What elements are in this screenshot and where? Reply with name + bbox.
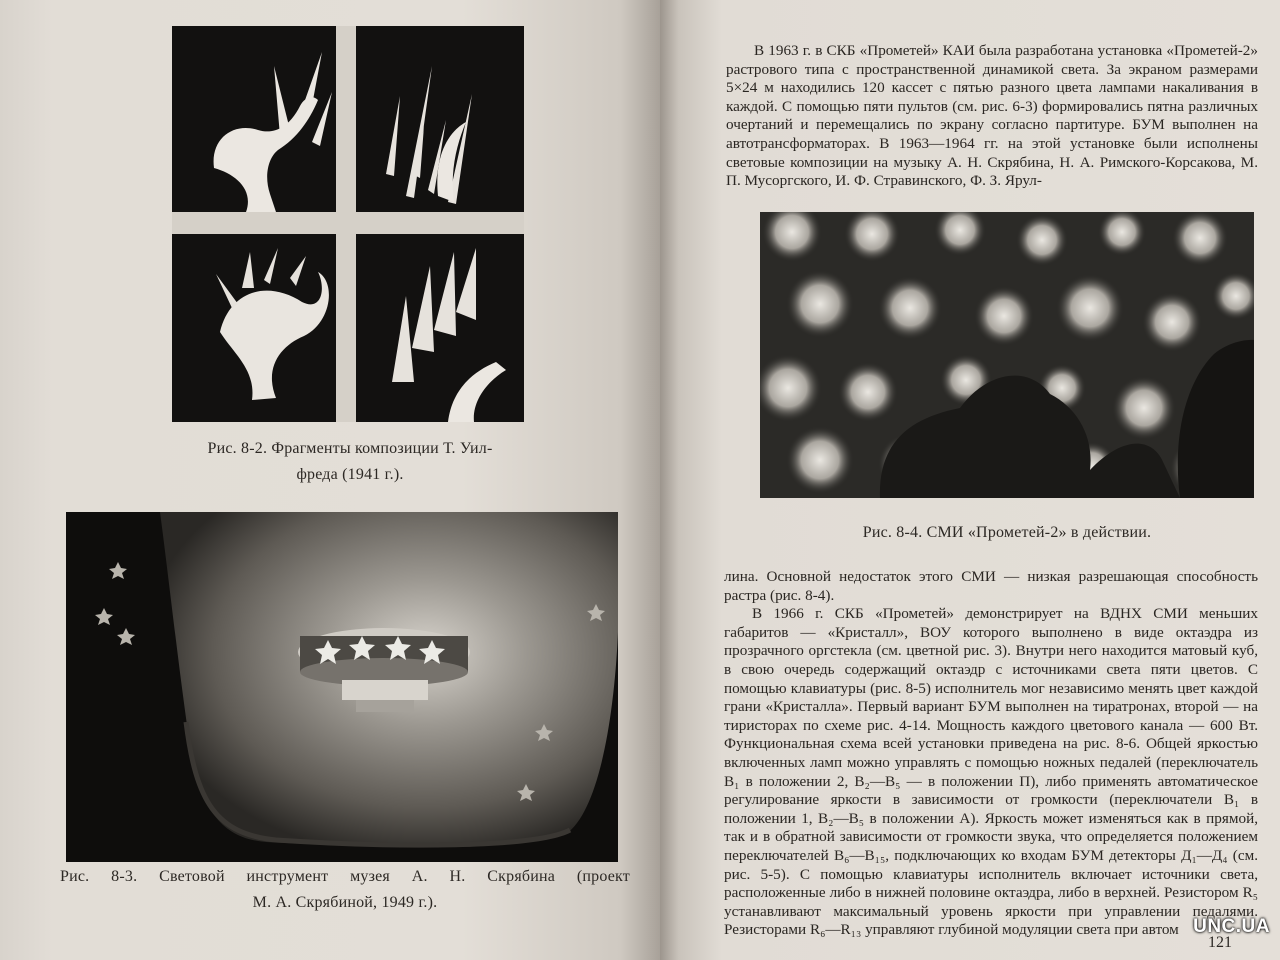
figure-8-3-caption-line2: М. А. Скрябиной, 1949 г.). [252, 894, 438, 911]
prometheus-2-in-action-photo [760, 212, 1254, 498]
figure-8-3-caption [60, 864, 630, 916]
figure-8-4-caption: Рис. 8-4. СМИ «Прометей-2» в действии. [862, 524, 1152, 541]
paragraph-resolution: лина. Основной недостаток этого СМИ — низкая разрешающая способность растра (рис. 8-4). [724, 568, 1258, 604]
top-text-block [726, 42, 1258, 191]
figure-8-2-caption-line2: фреда (1941 г.). [296, 466, 404, 483]
figure-8-2-image [172, 26, 524, 422]
figure-8-2-caption [150, 436, 550, 488]
scriabin-museum-instrument-photo [66, 512, 618, 862]
right-page [660, 0, 1280, 960]
figure-8-3-caption-line1: Рис. 8-3. Световой инструмент музея А. Н. Скрябина (проект [60, 868, 630, 885]
bottom-text-block [724, 568, 1258, 942]
figure-8-4-image [760, 212, 1254, 498]
paragraph-kristall: В 1966 г. СКБ «Прометей» демонстрирует на ВДНХ СМИ меньших габаритов — «Кристалл», ВОУ которого выполнено в виде октаэдра из прозрачного оргстекла (см. цветной рис. 3). Внутри него находится матовый куб, в свою очередь содержащий октаэдр с источниками света пяти цветов. С помощью клавиатуры (рис. 8-5) исполнитель мог независимо менять цвет каждой грани «Кристалла». Первый вариант БУМ выполнен на тиратронах, второй — на тиристорах по схеме рис. 4-14. Мощность каждого цветового канала — 600 Вт. Функциональная схема всей установки приведена на рис. 8-6. Общей яркостью включенных ламп можно управлять с помощью ножных педалей (переключатель В₁ в положении 2, В₂—В₅ — в положении П), либо применять автоматическое регулирование яркости в зависимости от громкости (переключатели В₁ в положении 1, В₂—В₅ в положении А). Яркость может изменяться как в прямой, так и в обратной зависимости от громкости звука, что определяется положением переключателей В₆—В₁₅, подключающих ко входам БУМ детекторы Д₁—Д₄ (см. рис. 5-5). С помощью клавиатуры исполнитель включает источники света, расположенные либо в нижней половине октаэдра, либо в верхней. Резистором R₅ устанавливают максимальный уровень яркости при управлении педалями. Резисторами R₆—R₁₃ управляют глубиной модуляции света при автом [724, 605, 1258, 939]
watermark: UNC.UA [1193, 916, 1270, 937]
wilfred-composition-photo [172, 26, 524, 422]
paragraph-prometheus-2: В 1963 г. в СКБ «Прометей» КАИ была разработана установка «Прометей-2» растрового типа с пространственной динамикой света. За экраном размерами 5×24 м находились 120 кассет с пятью разного цвета лампами накаливания в каждой. С помощью пяти пультов (см. рис. 6-3) формировались пятна различных очертаний и перемещались по экрану согласно партитуре. БУМ выполнен на автотрансформаторах. В 1963—1964 гг. на этой установке были исполнены световые композиции на музыку А. Н. Скрябина, Н. А. Римского-Корсакова, М. П. Мусоргского, И. Ф. Стравинского, Ф. З. Ярул- [726, 42, 1258, 190]
figure-8-2-caption-line1: Рис. 8-2. Фрагменты композиции Т. Уил- [207, 440, 493, 457]
figure-8-3-image [66, 512, 618, 862]
page-number: 121 [1208, 934, 1232, 951]
